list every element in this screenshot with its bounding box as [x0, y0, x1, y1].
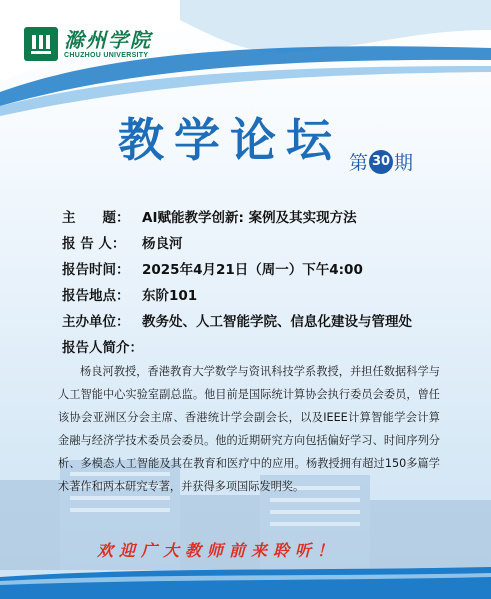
info-row-speaker: [62, 232, 482, 258]
info-label: 主办单位：: [62, 314, 130, 330]
info-label: 报告人简介：: [62, 340, 143, 356]
bottom-wave-decoration: [0, 567, 491, 599]
info-row-bio-heading: [62, 336, 482, 362]
university-emblem-icon: [24, 27, 58, 61]
info-label: 报告时间：: [62, 262, 130, 278]
info-label: 主 题：: [62, 210, 130, 226]
issue-number: [349, 148, 413, 175]
info-row-time: [62, 258, 482, 284]
info-value: 杨良河: [142, 236, 183, 252]
info-row-topic: [62, 206, 482, 232]
university-logo: [24, 27, 152, 61]
info-label: 报 告 人：: [62, 236, 126, 252]
info-value: 2025年4月21日（周一）下午4:00: [142, 262, 363, 278]
welcome-slogan: 欢迎广大教师前来聆听！: [97, 541, 340, 560]
info-value: AI赋能教学创新: 案例及其实现方法: [142, 210, 357, 226]
poster-title: 教学论坛: [118, 113, 342, 167]
issue-suffix: 期: [394, 152, 414, 174]
speaker-bio: 杨良河教授，香港教育大学数学与资讯科技学系教授，并担任数据科学与人工智能中心实验室副总监。他目前是国际统计算协会执行委员会委员，曾任该协会亚洲区分会主席、香港统计学会副会长，以及IEEE计算智能学会计算金融与经济学技术委员会委员。他的近期研究方向包括偏好学习、时间序列分析、多模态人工智能及其在教育和医疗中的应用。杨教授拥有超过150多篇学术著作和两本研究专著，并获得多项国际发明奖。: [58, 365, 440, 493]
logo-english-name: CHUZHOU UNIVERSITY: [64, 51, 149, 59]
info-label: 报告地点：: [62, 288, 130, 304]
info-row-location: [62, 284, 482, 310]
info-row-organizer: [62, 310, 482, 336]
logo-chinese-name: 滁州学院: [64, 27, 152, 52]
info-value: 教务处、人工智能学院、信息化建设与管理处: [142, 314, 412, 330]
event-info: [62, 206, 482, 362]
info-value: 东阶101: [142, 288, 198, 304]
issue-number-badge: 30: [369, 150, 393, 174]
issue-prefix: 第: [349, 152, 369, 174]
